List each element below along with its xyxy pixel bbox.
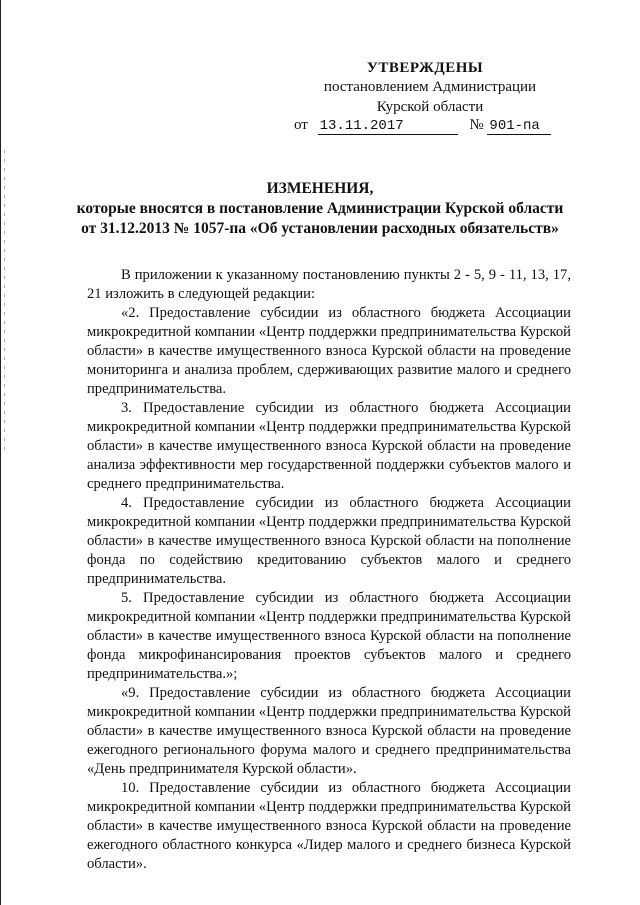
approval-date: 13.11.2017 bbox=[318, 119, 458, 135]
paragraph-item-9: «9. Предоставление субсидии из областного бюджета Ассоциации микрокредитной компании «Центр поддержки предпринимательства Курской области» в качестве имущественного взноса Курской области на проведение ежегодного регионального форума малого и среднего предпринимательства «День предпринимателя Курской области». bbox=[87, 685, 571, 777]
document-body bbox=[87, 266, 571, 874]
title-line-3: от 31.12.2013 № 1057-па «Об установлении расходных обязательств» bbox=[81, 220, 559, 237]
approval-block bbox=[294, 60, 560, 135]
scan-edge bbox=[0, 0, 6, 905]
paragraph-item-5: 5. Предоставление субсидии из областного бюджета Ассоциации микрокредитной компании «Центр поддержки предпринимательства Курской области» в качестве имущественного взноса Курской области на пополнение фонда микрофинансирования проектов субъектов малого и среднего предпринимательства.»; bbox=[87, 590, 571, 682]
approval-date-number bbox=[294, 117, 560, 135]
approval-number: 901-па bbox=[487, 119, 551, 135]
title-line-2: которые вносятся в постановление Администрации Курской области bbox=[76, 200, 564, 217]
paragraph-item-3: 3. Предоставление субсидии из областного бюджета Ассоциации микрокредитной компании «Центр поддержки предпринимательства Курской области» в качестве имущественного взноса Курской области на проведение анализа эффективности мер государственной поддержки субъектов малого и среднего предпринимательства. bbox=[87, 400, 571, 492]
title-line-1: ИЗМЕНЕНИЯ, bbox=[266, 180, 374, 197]
approval-line-2: Курской области bbox=[376, 99, 484, 115]
paragraph-item-10: 10. Предоставление субсидии из областного бюджета Ассоциации микрокредитной компании «Центр поддержки предпринимательства Курской области» в качестве имущественного взноса Курской области на проведение ежегодного областного конкурса «Лидер малого и среднего бизнеса Курской области». bbox=[87, 780, 571, 872]
number-prefix: № bbox=[469, 117, 484, 133]
paragraph-item-4: 4. Предоставление субсидии из областного бюджета Ассоциации микрокредитной компании «Центр поддержки предпринимательства Курской области» в качестве имущественного взноса Курской области на пополнение фонда по содействию кредитованию субъектов малого и среднего предпринимательства. bbox=[87, 495, 571, 587]
document-title bbox=[40, 179, 600, 239]
approval-heading: УТВЕРЖДЕНЫ bbox=[366, 60, 484, 76]
paragraph-item-2: «2. Предоставление субсидии из областного бюджета Ассоциации микрокредитной компании «Центр поддержки предпринимательства Курской области» в качестве имущественного взноса Курской области на проведение мониторинга и анализа проблем, сдерживающих развитие малого и среднего предпринимательства. bbox=[87, 305, 571, 397]
date-prefix: от bbox=[294, 117, 308, 133]
approval-line-1: постановлением Администрации bbox=[323, 79, 537, 95]
paragraph-intro: В приложении к указанному постановлению пункты 2 - 5, 9 - 11, 13, 17, 21 изложить в следующей редакции: bbox=[87, 267, 571, 302]
